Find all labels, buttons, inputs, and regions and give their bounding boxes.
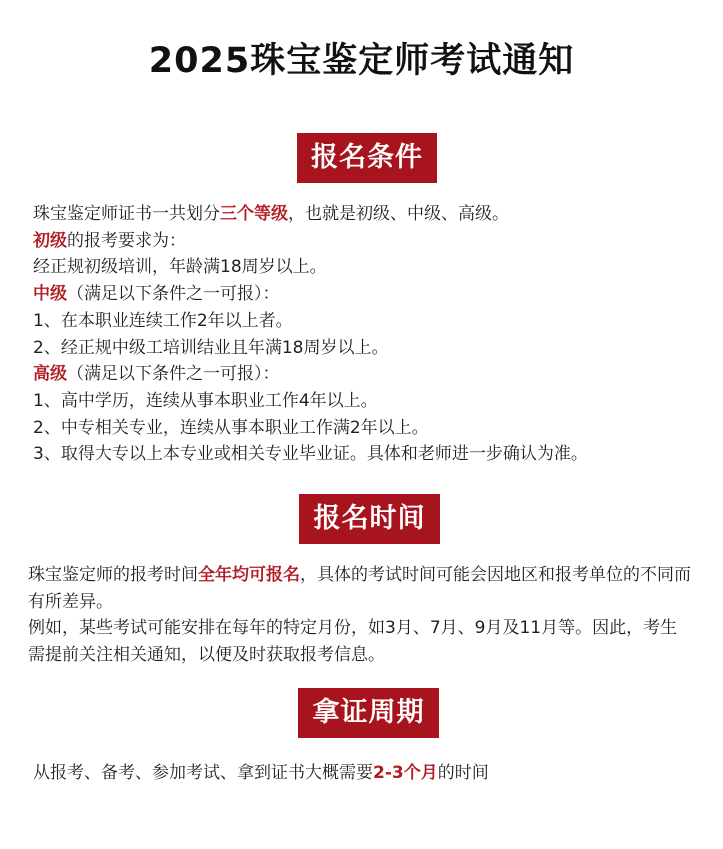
conditions-line: 中级（满足以下条件之一可报）： — [33, 284, 280, 305]
conditions-line: 2、经正规中级工培训结业且年满18周岁以上。 — [33, 337, 389, 358]
certificate-period-body — [33, 760, 489, 787]
highlight-text: 高级 — [33, 364, 67, 385]
section-heading-registration-time: 报名时间 — [299, 494, 440, 544]
section-heading-certificate-period: 拿证周期 — [298, 688, 439, 738]
conditions-line: 初级的报考要求为： — [33, 230, 186, 251]
conditions-line: 经正规初级培训，年龄满18周岁以上。 — [33, 257, 327, 278]
conditions-line: 2、中专相关专业，连续从事本职业工作满2年以上。 — [33, 417, 429, 438]
conditions-line: 1、高中学历，连续从事本职业工作4年以上。 — [33, 390, 378, 411]
conditions-line: 高级（满足以下条件之一可报）： — [33, 364, 280, 385]
section-heading-conditions: 报名条件 — [297, 133, 437, 183]
page-title: 2025珠宝鉴定师考试通知 — [148, 41, 575, 81]
paragraph: 珠宝鉴定师的报考时间全年均可报名，具体的考试时间可能会因地区和报考单位的不同而有所差异。 — [28, 565, 691, 612]
conditions-line: 3、取得大专以上本专业或相关专业毕业证。具体和老师进一步确认为准。 — [33, 444, 588, 465]
conditions-body — [33, 201, 588, 468]
paragraph: 例如，某些考试可能安排在每年的特定月份，如3月、7月、9月及11月等。因此，考生需提前关注相关通知，以便及时获取报考信息。 — [28, 618, 678, 666]
conditions-line: 1、在本职业连续工作2年以上者。 — [33, 310, 293, 331]
highlight-text: 初级 — [33, 230, 67, 251]
conditions-line: 珠宝鉴定师证书一共划分三个等级，也就是初级、中级、高级。 — [33, 204, 509, 224]
paragraph: 从报考、备考、参加考试、拿到证书大概需要2-3个月的时间 — [33, 763, 489, 783]
highlight-text: 全年均可报名 — [198, 565, 300, 585]
highlight-text: 三个等级 — [220, 204, 288, 224]
highlight-text: 2-3个月 — [373, 763, 438, 783]
registration-time-body — [28, 562, 693, 669]
highlight-text: 中级 — [33, 284, 67, 305]
